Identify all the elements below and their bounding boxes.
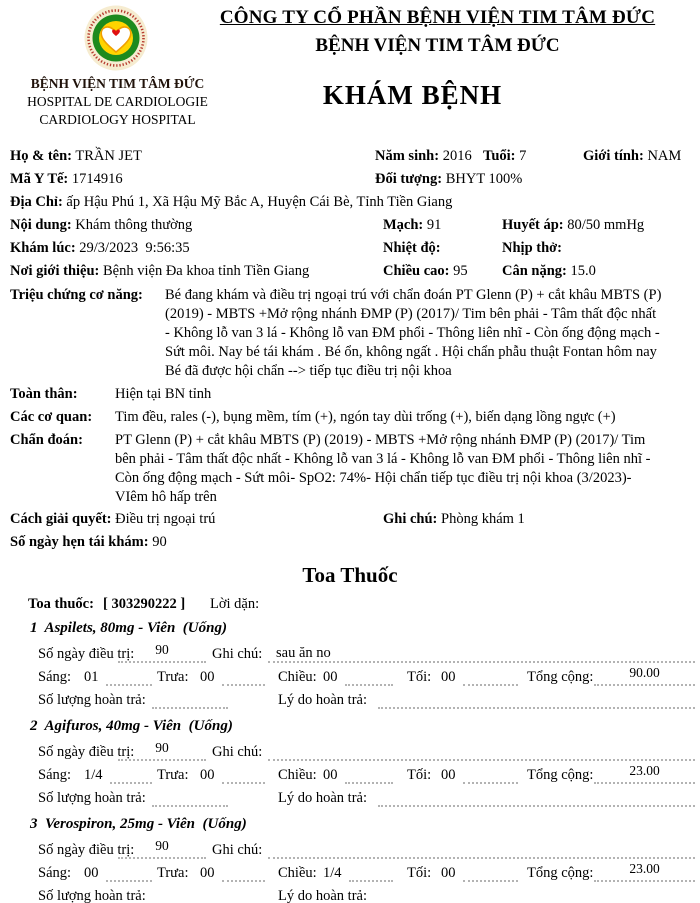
dotted-line (345, 767, 393, 784)
field-so-ngay-hen: Số ngày hẹn tái khám: 90 (10, 534, 167, 550)
rx-noon-value: 00 (200, 669, 215, 685)
dotted-line (110, 767, 152, 784)
dotted-line (106, 865, 152, 882)
rx-noon-value: 00 (200, 767, 215, 783)
prescription-item-3 (0, 816, 700, 903)
dotted-line (349, 865, 393, 882)
rx-item-name: 3 Verospiron, 25mg - Viên (Uống) (30, 816, 247, 832)
rx-days-label: Số ngày điều trị: (38, 744, 135, 760)
rx-days-label: Số ngày điều trị: (38, 842, 135, 858)
rx-morning-value: 01 (84, 669, 99, 685)
rx-afternoon-label: Chiều: (278, 669, 317, 685)
rx-afternoon-label: Chiều: (278, 767, 317, 783)
rx-afternoon-value: 00 (323, 669, 338, 685)
hospital-name-block (0, 76, 235, 128)
header-title-block (175, 7, 700, 57)
rx-morning-label: Sáng: (38, 865, 72, 881)
field-kham-luc: Khám lúc: 29/3/2023 9:56:35 (10, 240, 190, 256)
field-cach-giai-quyet: Cách giải quyết: Điều trị ngoại trú (10, 511, 216, 527)
rx-return-qty-label: Số lượng hoàn trả: (38, 692, 146, 708)
rx-note-line (268, 646, 695, 663)
rx-total-line (594, 861, 695, 882)
dotted-line (463, 865, 518, 882)
rx-total-value: 90.00 (629, 665, 660, 680)
row-chan-doan (10, 431, 688, 507)
rx-morning-label: Sáng: (38, 669, 72, 685)
rx-total-value: 23.00 (629, 861, 660, 876)
prescription-item-2 (0, 718, 700, 816)
trieu-chung-label: Triệu chứng cơ năng: (10, 287, 143, 303)
dotted-line (222, 767, 265, 784)
field-huyet-ap: Huyết áp: 80/50 mmHg (502, 217, 645, 233)
hospital-name-fr: HOSPITAL DE CARDIOLOGIE (27, 94, 208, 109)
rx-evening-value: 00 (441, 865, 456, 881)
exam-section (0, 286, 700, 507)
dotted-line (345, 669, 393, 686)
dotted-line (152, 692, 228, 709)
field-gioi-tinh: Giới tính: NAM (583, 148, 682, 164)
rx-note-line (268, 744, 695, 761)
field-doi-tuong: Đối tượng: BHYT 100% (375, 171, 523, 187)
dotted-line (378, 790, 695, 807)
rx-morning-label: Sáng: (38, 767, 72, 783)
rx-return-reason-label: Lý do hoàn trả: (278, 692, 367, 708)
field-can-nang: Cân nặng: 15.0 (502, 263, 596, 279)
rx-evening-label: Tối: (407, 669, 432, 685)
rx-noon-label: Trưa: (157, 669, 189, 685)
field-dia-chi: Địa Chỉ: ấp Hậu Phú 1, Xã Hậu Mỹ Bắc A, Huyện Cái Bè, Tỉnh Tiền Giang (10, 194, 453, 210)
rx-item-name: 1 Aspilets, 80mg - Viên (Uống) (30, 620, 227, 636)
row-so-ngay-hen (0, 534, 700, 555)
hospital-name: BỆNH VIỆN TIM TÂM ĐỨC (315, 35, 560, 56)
row-cac-co-quan (10, 408, 688, 427)
field-ho-ten: Họ & tên: TRẦN JET (10, 148, 142, 164)
rx-return-reason-label: Lý do hoàn trả: (278, 790, 367, 806)
rx-days-value: 90 (155, 642, 169, 657)
rx-afternoon-value: 00 (323, 767, 338, 783)
toan-than-label: Toàn thân: (10, 386, 78, 402)
rx-total-line (594, 665, 695, 686)
field-noi-gioi-thieu: Nơi giới thiệu: Bệnh viện Đa khoa tỉnh Tiền Giang (10, 263, 310, 279)
dotted-line (378, 692, 695, 709)
field-chieu-cao: Chiều cao: 95 (383, 263, 468, 279)
dotted-line (222, 669, 265, 686)
hospital-name-vi: BỆNH VIỆN TIM TÂM ĐỨC (30, 76, 205, 91)
rx-morning-value: 1/4 (84, 767, 103, 783)
rx-note-label: Ghi chú: (212, 646, 263, 662)
hospital-heart-logo-icon (84, 5, 148, 71)
toa-thuoc-label: Toa thuốc: (28, 596, 94, 612)
rx-days-line (118, 642, 206, 663)
trieu-chung-paragraph-1: Bé đang khám và điều trị ngoại trú với chẩn đoán PT Glenn (P) + cắt khâu MBTS (P) (2019) - MBTS +Mở rộng nhánh ĐMP (P) (2017)/ Tim bên phải - Tâm thất độc nhất - Không lỗ van 3 lá - Không lỗ van ĐM phổi - Thông liên nhĩ - Còn ống động mạch - Sứt môi. Nay bé tái khám . Bé ổn, không ngất . Hội chẩn phẫu thuật Fontan hôm nay (165, 287, 662, 360)
rx-noon-label: Trưa: (157, 865, 189, 881)
rx-return-qty-label: Số lượng hoàn trả: (38, 888, 146, 903)
cac-co-quan-label: Các cơ quan: (10, 409, 93, 425)
rx-evening-label: Tối: (407, 865, 432, 881)
row-cach-giai-quyet (0, 511, 700, 532)
rx-note-label: Ghi chú: (212, 842, 263, 858)
rx-days-value: 90 (155, 838, 169, 853)
dotted-line (463, 669, 518, 686)
field-nhip-tho: Nhịp thở: (502, 240, 563, 256)
rx-afternoon-label: Chiều: (278, 865, 317, 881)
form-title: KHÁM BỆNH (322, 80, 503, 110)
prescription-item-1 (0, 620, 700, 718)
rx-note-label: Ghi chú: (212, 744, 263, 760)
dotted-line (222, 865, 265, 882)
rx-noon-value: 00 (200, 865, 215, 881)
rx-morning-value: 00 (84, 865, 99, 881)
rx-total-label: Tổng cộng: (527, 767, 594, 783)
rx-evening-label: Tối: (407, 767, 432, 783)
rx-days-line (118, 838, 206, 859)
rx-note-line (268, 842, 695, 859)
hospital-header (0, 0, 700, 146)
rx-noon-label: Trưa: (157, 767, 189, 783)
rx-afternoon-value: 1/4 (323, 865, 342, 881)
patient-info-section (0, 146, 700, 286)
rx-note-value: sau ăn no (276, 645, 331, 661)
field-tuoi: Tuổi: 7 (483, 148, 527, 164)
chan-doan-text: PT Glenn (P) + cắt khâu MBTS (P) (2019) - MBTS +Mở rộng nhánh ĐMP (P) (2017)/ Tim bên phải - Tâm thất độc nhất - Không lỗ van 3 lá - Không lỗ van ĐM phổi - Thông liên nhĩ - Còn ống động mạch - Sứt môi- SpO2: 74%- Hội chẩn tiếp tục điều trị nội khoa (3/2023)- VIêm hô hấp trên (115, 432, 651, 505)
field-noi-dung: Nội dung: Khám thông thường (10, 217, 193, 233)
dotted-line (106, 669, 152, 686)
dotted-line (463, 767, 518, 784)
rx-total-label: Tổng cộng: (527, 865, 594, 881)
field-mach: Mạch: 91 (383, 217, 442, 233)
rx-days-label: Số ngày điều trị: (38, 646, 135, 662)
rx-days-line (118, 740, 206, 761)
rx-total-label: Tổng cộng: (527, 669, 594, 685)
rx-total-value: 23.00 (629, 763, 660, 778)
hospital-name-en: CARDIOLOGY HOSPITAL (39, 112, 196, 127)
rx-return-qty-label: Số lượng hoàn trả: (38, 790, 146, 806)
dotted-line (152, 888, 228, 903)
trieu-chung-text (165, 286, 662, 381)
rx-return-reason-label: Lý do hoàn trả: (278, 888, 367, 903)
field-ma-y-te: Mã Y Tế: 1714916 (10, 171, 123, 187)
dotted-line (152, 790, 228, 807)
rx-evening-value: 00 (441, 767, 456, 783)
toan-than-text: Hiện tại BN tỉnh (115, 386, 212, 402)
company-name: CÔNG TY CỔ PHẦN BỆNH VIỆN TIM TÂM ĐỨC (219, 7, 656, 28)
prescription-header-row (0, 596, 700, 618)
field-nam-sinh: Năm sinh: 2016 (375, 148, 472, 164)
prescription-title: Toa Thuốc (302, 563, 398, 587)
field-ghi-chu: Ghi chú: Phòng khám 1 (383, 511, 525, 527)
cac-co-quan-text: Tim đều, rales (-), bụng mềm, tím (+), ngón tay dùi trống (+), biến dạng lồng ngực (+) (115, 409, 616, 425)
rx-total-line (594, 763, 695, 784)
field-nhiet-do: Nhiệt độ: (383, 240, 441, 256)
chan-doan-label: Chẩn đoán: (10, 432, 83, 448)
rx-days-value: 90 (155, 740, 169, 755)
loi-dan-label: Lời dặn: (210, 596, 260, 612)
rx-evening-value: 00 (441, 669, 456, 685)
dotted-line (378, 888, 695, 903)
trieu-chung-paragraph-2: Bé đã được hội chẩn --> tiếp tục điều trị nội khoa (165, 363, 452, 379)
row-toan-than (10, 385, 688, 404)
rx-item-name: 2 Agifuros, 40mg - Viên (Uống) (30, 718, 233, 734)
prescription-code: [ 303290222 ] (103, 596, 186, 612)
row-trieu-chung (10, 286, 688, 381)
